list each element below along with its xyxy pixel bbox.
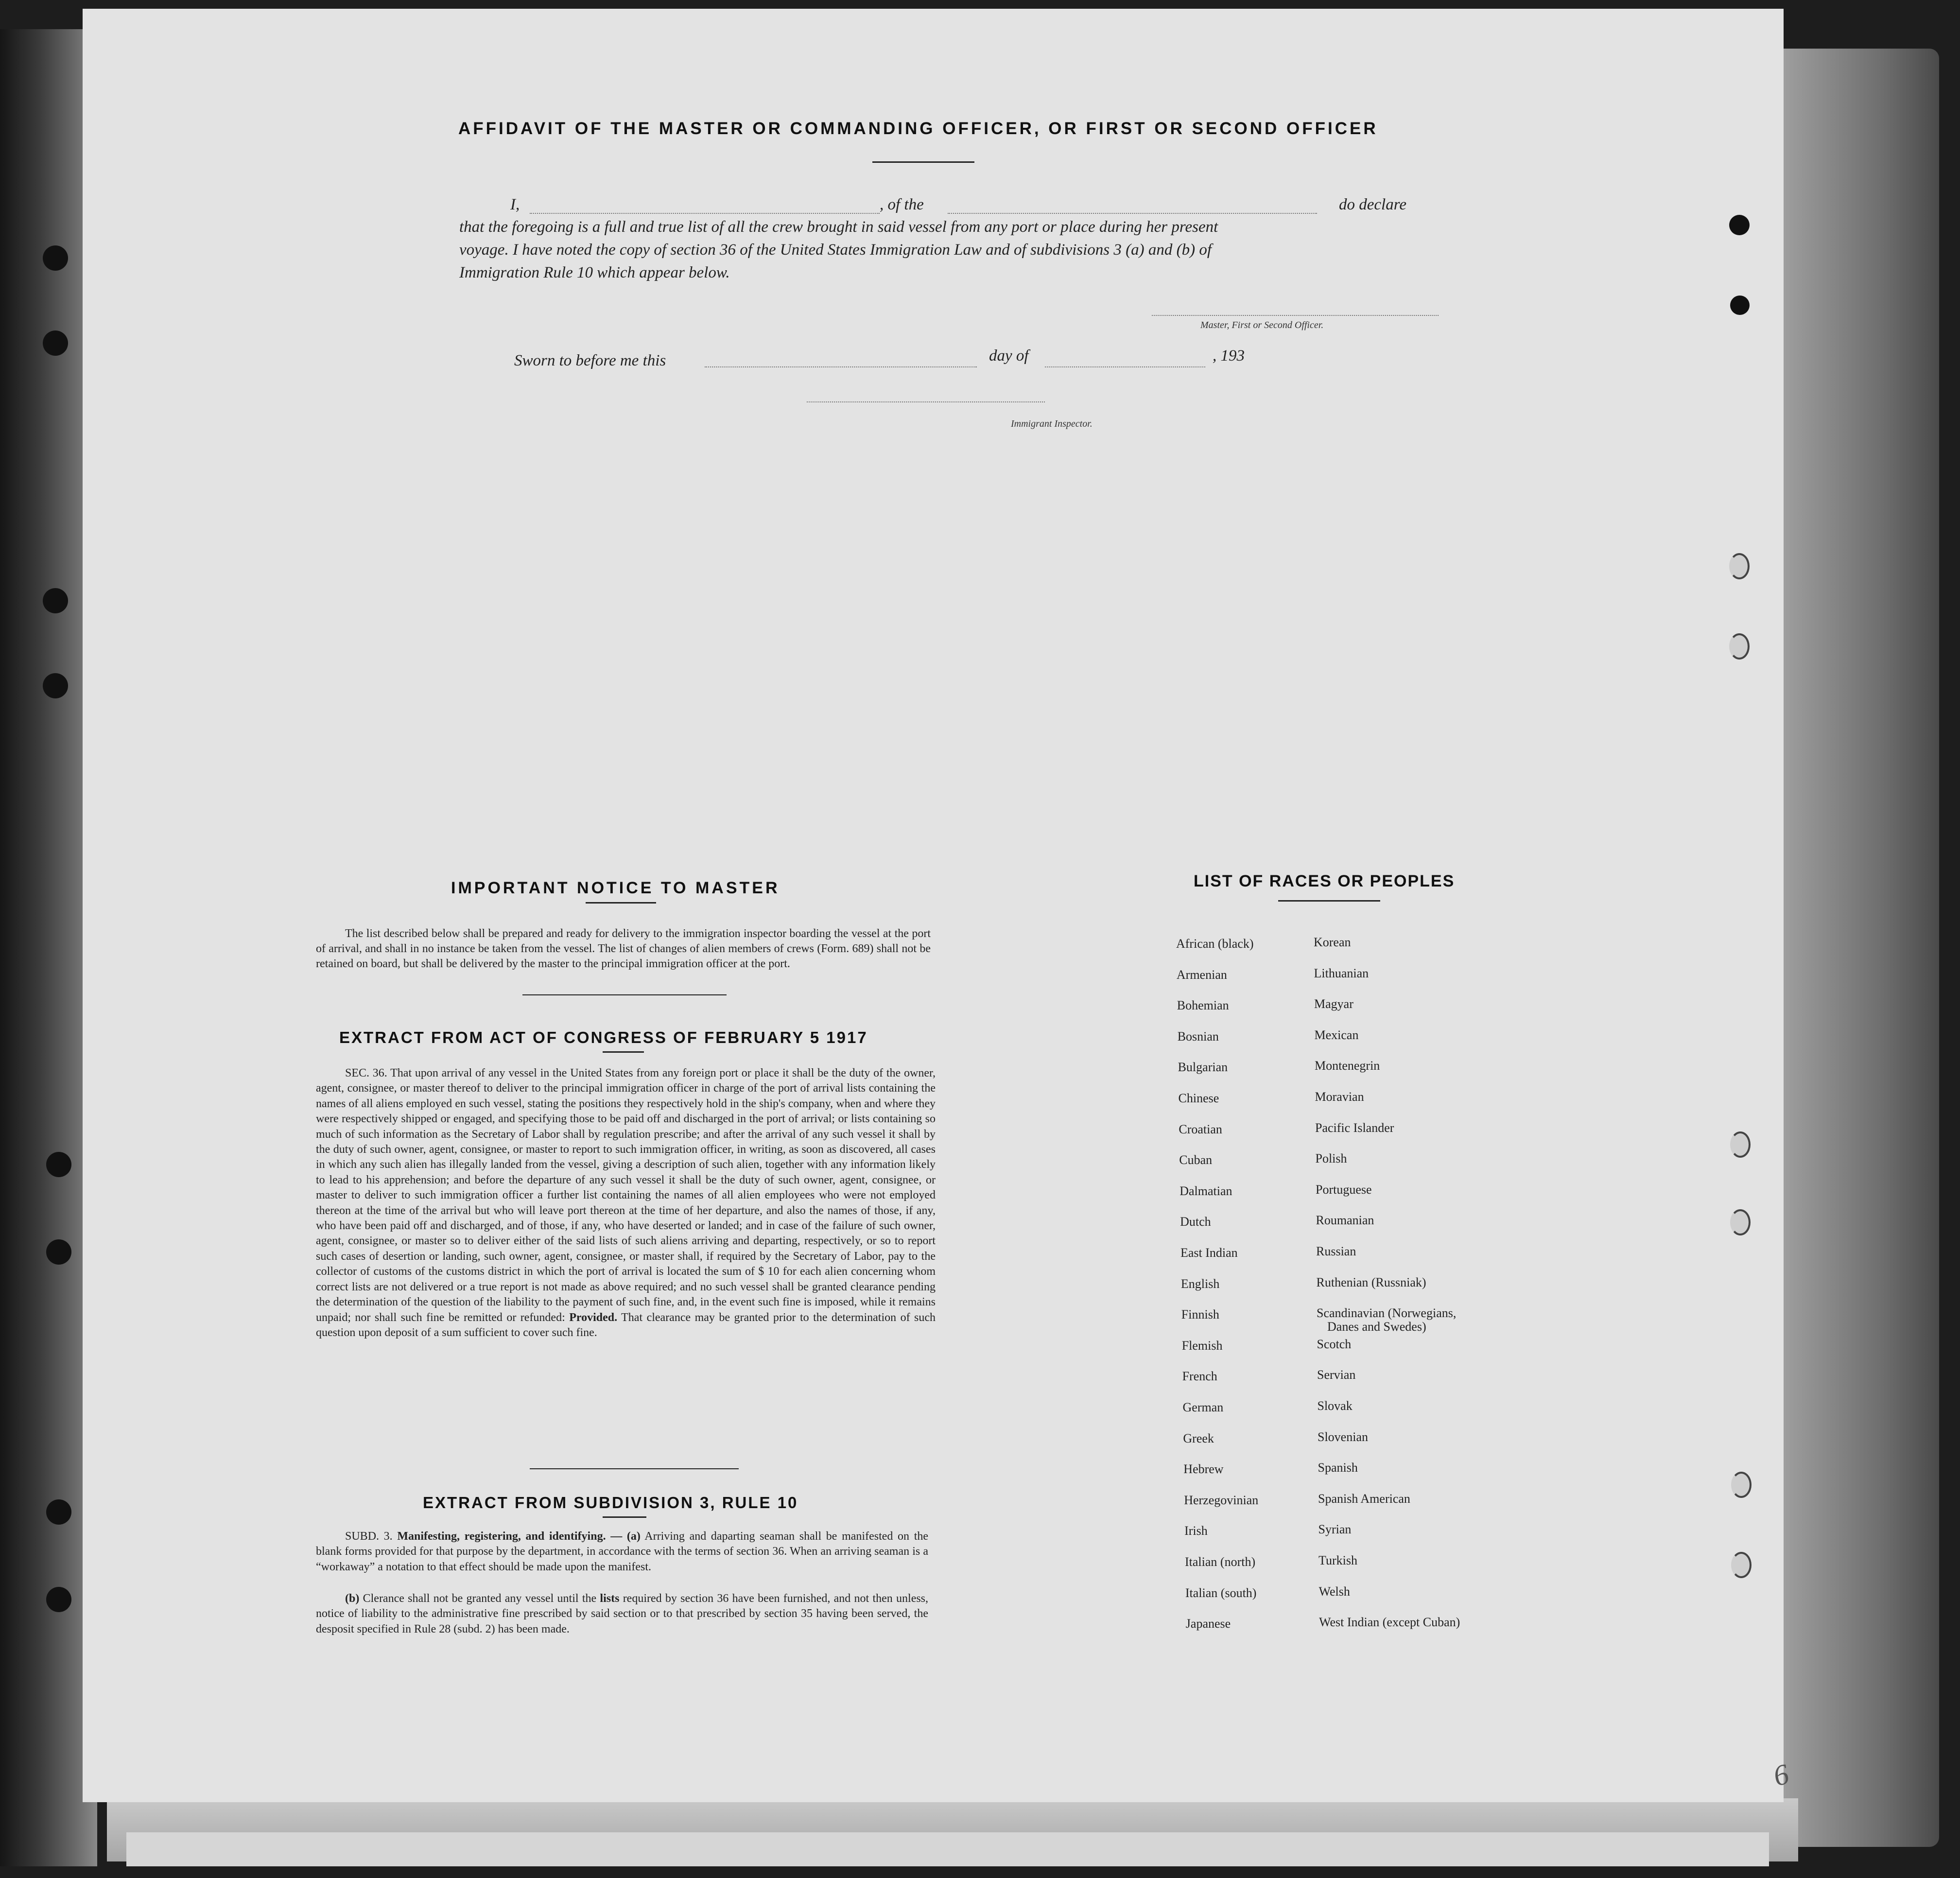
subd-bold-heading: Manifesting, registering, and identifying. bbox=[397, 1530, 606, 1543]
underlying-pages-bottom-edge bbox=[126, 1832, 1769, 1866]
act-extract-end: That clearance may be granted prior to the determination of such question upon deposit of a sum sufficient to cover such fine. bbox=[316, 1311, 936, 1339]
race-item: Flemish bbox=[1181, 1338, 1223, 1353]
subd-b-text1: Clerance shall not be granted any vessel until the bbox=[363, 1592, 597, 1605]
race-item: Bohemian bbox=[1177, 998, 1229, 1013]
race-item: African (black) bbox=[1176, 937, 1254, 951]
affidavit-title-rule bbox=[872, 161, 974, 163]
punch-hole-icon bbox=[1730, 1209, 1751, 1235]
punch-hole-icon bbox=[1731, 1472, 1752, 1498]
subd-b-lists: lists bbox=[600, 1592, 620, 1605]
sworn-day-blank bbox=[705, 366, 977, 367]
binder-hole-icon bbox=[46, 1152, 71, 1177]
act-extract-title-rule bbox=[603, 1051, 644, 1053]
subd-b-text2: required by section 36 have been furnished, and not then unless, notice of liability to the administrative fine prescribed by said section or to that prescribed by section 35 having been served, the desposit specified in Rule 28 (subd. 2) has been made. bbox=[316, 1592, 929, 1635]
subd-a-label: — (a) bbox=[610, 1530, 641, 1543]
race-item: Ruthenian (Russniak) bbox=[1316, 1275, 1426, 1289]
affidavit-line-4: Immigration Rule 10 which appear below. bbox=[459, 264, 730, 281]
binder-hole-icon bbox=[43, 245, 68, 271]
race-item: Croatian bbox=[1179, 1122, 1222, 1136]
races-title: LIST OF RACES OR PEOPLES bbox=[1194, 872, 1455, 890]
sworn-label: Sworn to before me this bbox=[514, 352, 666, 369]
notice-text: The list described below shall be prepared and ready for delivery to the immigration inspector boarding the vessel at the port of arrival, and shall in no instance be taken from the vessel. The list of changes of alien members of crews (Form. 689) shall not be retained on board, but shall be delivered by the master to the principal immigration officer at the port. bbox=[316, 927, 931, 970]
inspector-caption: Immigrant Inspector. bbox=[1011, 418, 1093, 429]
act-extract-provided: Provided. bbox=[569, 1311, 618, 1324]
subd-a-text: Arriving and daparting seaman shall be manifested on the blank forms provided for that purpose by the department, in accordance with the terms of section 36. When an arriving seaman is a “workaway” a notation to that effect should be made upon the manifest. bbox=[316, 1530, 929, 1573]
binder-hole-icon bbox=[43, 588, 68, 613]
race-item: Polish bbox=[1315, 1151, 1347, 1166]
race-item: Scandinavian (Norwegians, bbox=[1317, 1306, 1457, 1321]
punch-hole-icon bbox=[1729, 215, 1750, 235]
affidavit-of-the-label: , of the bbox=[880, 196, 924, 213]
race-item: Dutch bbox=[1180, 1215, 1211, 1229]
notice-title-rule bbox=[586, 902, 656, 904]
race-item: East Indian bbox=[1180, 1246, 1238, 1260]
race-item: Japanese bbox=[1185, 1617, 1231, 1631]
races-title-rule bbox=[1278, 900, 1380, 902]
affidavit-i-label: I, bbox=[510, 196, 520, 213]
inspector-signature-line bbox=[807, 401, 1045, 402]
affidavit-declare-label: do declare bbox=[1339, 196, 1406, 213]
race-item: Spanish bbox=[1318, 1461, 1358, 1475]
race-item: Welsh bbox=[1318, 1584, 1350, 1599]
race-item: French bbox=[1182, 1369, 1217, 1384]
race-item: Armenian bbox=[1176, 967, 1227, 982]
race-item: Irish bbox=[1184, 1524, 1208, 1538]
subd-prefix: SUBD. 3. bbox=[345, 1530, 393, 1543]
race-item: West Indian (except Cuban) bbox=[1319, 1615, 1460, 1630]
rule-extract-subd3b bbox=[316, 1591, 928, 1637]
race-item: Bulgarian bbox=[1178, 1060, 1228, 1075]
race-item: Turkish bbox=[1318, 1553, 1357, 1567]
race-item: Slovak bbox=[1317, 1399, 1353, 1413]
race-item: Danes and Swedes) bbox=[1327, 1320, 1426, 1334]
race-item: Portuguese bbox=[1316, 1182, 1372, 1197]
race-item: Magyar bbox=[1314, 997, 1353, 1011]
notice-rule bbox=[522, 994, 727, 995]
act-extract-text bbox=[316, 1066, 936, 1340]
notice-title: IMPORTANT NOTICE TO MASTER bbox=[451, 879, 780, 897]
race-item: Italian (south) bbox=[1185, 1585, 1257, 1600]
binder-hole-icon bbox=[46, 1239, 71, 1265]
subd-b-label: (b) bbox=[345, 1592, 360, 1605]
race-item: Mexican bbox=[1314, 1027, 1359, 1042]
race-item: Italian (north) bbox=[1185, 1555, 1256, 1569]
punch-hole-icon bbox=[1730, 296, 1750, 315]
race-item: Russian bbox=[1316, 1244, 1356, 1258]
rule-extract-title-rule bbox=[603, 1516, 646, 1518]
race-item: German bbox=[1182, 1400, 1224, 1414]
race-item: Cuban bbox=[1179, 1153, 1213, 1167]
officer-signature-line bbox=[1152, 315, 1439, 316]
race-item: Dalmatian bbox=[1179, 1183, 1232, 1198]
race-item: Greek bbox=[1183, 1431, 1214, 1445]
year-label: , 193 bbox=[1213, 347, 1245, 365]
race-item: Korean bbox=[1314, 935, 1351, 949]
officer-signature-caption: Master, First or Second Officer. bbox=[1200, 320, 1324, 330]
race-item: Scotch bbox=[1317, 1337, 1352, 1351]
document-page bbox=[83, 9, 1792, 1802]
act-extract-title: EXTRACT FROM ACT OF CONGRESS OF FEBRUARY 5 1917 bbox=[339, 1028, 868, 1046]
vessel-blank bbox=[948, 213, 1317, 214]
binder-hole-icon bbox=[46, 1499, 71, 1525]
handwritten-page-mark: 6 bbox=[1769, 1757, 1792, 1792]
sworn-month-blank bbox=[1045, 366, 1205, 367]
punch-hole-icon bbox=[1731, 1552, 1752, 1578]
race-item: Pacific Islander bbox=[1315, 1120, 1394, 1135]
race-item: Syrian bbox=[1318, 1522, 1352, 1537]
punch-hole-icon bbox=[1729, 633, 1750, 660]
rule-extract-title: EXTRACT FROM SUBDIVISION 3, RULE 10 bbox=[423, 1494, 798, 1512]
rule-extract-subd3 bbox=[316, 1529, 928, 1575]
race-item: Montenegrin bbox=[1315, 1059, 1380, 1073]
punch-hole-icon bbox=[1730, 1131, 1751, 1158]
race-item: Roumanian bbox=[1316, 1213, 1374, 1228]
binder-hole-icon bbox=[46, 1587, 71, 1612]
race-item: Finnish bbox=[1181, 1307, 1219, 1322]
race-item: Lithuanian bbox=[1314, 966, 1369, 980]
race-item: Herzegovinian bbox=[1184, 1493, 1259, 1507]
race-item: Servian bbox=[1317, 1368, 1356, 1382]
race-item: Hebrew bbox=[1183, 1462, 1224, 1477]
affidavit-line-3: voyage. I have noted the copy of section 36 of the United States Immigration Law and of subdivisions 3 (a) and (b) of bbox=[459, 241, 1212, 259]
binder-hole-icon bbox=[43, 673, 68, 698]
act-extract-rule bbox=[530, 1468, 739, 1469]
race-item: Chinese bbox=[1178, 1091, 1219, 1105]
affidavit-title: AFFIDAVIT OF THE MASTER OR COMMANDING OFFICER, OR FIRST OR SECOND OFFICER bbox=[458, 119, 1378, 138]
affidavit-line-2: that the foregoing is a full and true list of all the crew brought in said vessel from any port or place during her present bbox=[459, 218, 1218, 236]
race-item: Bosnian bbox=[1177, 1029, 1219, 1043]
punch-hole-icon bbox=[1729, 553, 1750, 579]
race-item: Moravian bbox=[1315, 1090, 1364, 1104]
act-extract-body: SEC. 36. That upon arrival of any vessel in the United States from any foreign port or place it shall be the duty of the owner, agent, consignee, or master thereof to deliver to the principal immigration officer in charge of the port of arrival lists containing the names of all aliens employed en such vessel, stating the positions they respectively hold in the ship's company, when and where they were respectively shipped or engaged, and specifying those to be paid off and discharged in the port of arrival; or lists containing so much of such information as the Secretary of Labor shall by regulation prescribe; and after the arrival of any such vessel it shall by the duty of such owner, agent, consignee, or master to report to such immigration officer, in writing, as soon as discovered, all cases in which any such alien has illegally landed from the vessel, giving a description of such alien, together with any information likely to lead to his apprehension; and before the departure of any such vessel it shall be the duty of such owner, agent, consignee, or master to deliver to such immigration officer a further list containing the names of all alien employees who were not employed thereon at the time of the arrival but who will leave port thereon at the time of her departure, and also the names of those, if any, who have been paid off and discharged, and of those, if any, who have deserted or landed; and in case of the failure of such owner, agent, consignee, or master so to deliver either of the said lists of such aliens arriving and departing, respectively, or so to report such cases of desertion or landing, such owner, agent, consignee, or master shall, if required by the Secretary of Labor, pay to the collector of customs of the customs district in which the port of arrival is located the sum of $ 10 for each alien concerning whom correct lists are not delivered or a true report is not made as above required; and no such vessel shall be granted clearance pending the determination of the question of the liability to the payment of such fine, and, in the event such fine is imposed, while it remains unpaid; nor shall such fine be remitted or refunded: bbox=[316, 1067, 936, 1324]
race-item: English bbox=[1180, 1276, 1220, 1291]
race-item: Slovenian bbox=[1318, 1429, 1368, 1444]
binder-hole-icon bbox=[43, 330, 68, 356]
name-blank bbox=[530, 213, 880, 214]
day-of-label: day of bbox=[989, 347, 1029, 365]
race-item: Spanish American bbox=[1318, 1491, 1410, 1506]
